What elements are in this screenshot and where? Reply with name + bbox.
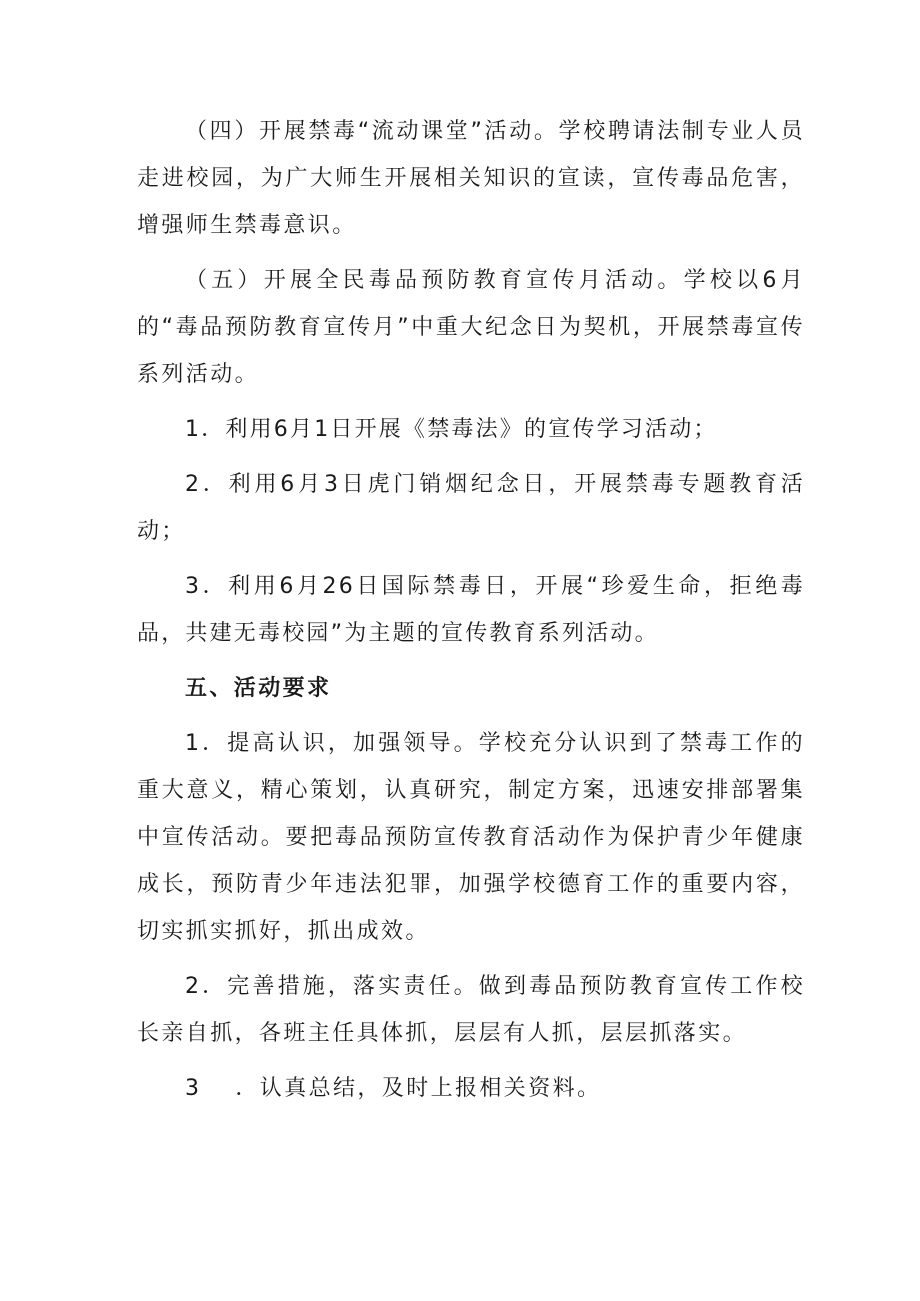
list-item-june-26: 3．利用6月26日国际禁毒日，开展“珍爱生命，拒绝毒品，共建无毒校园”为主题的宣传教育系列活动。 <box>137 574 805 646</box>
section-heading-requirements: 五、活动要求 <box>185 676 332 701</box>
requirement-summary-text: ．认真总结，及时上报相关资料。 <box>235 1076 602 1101</box>
requirement-summary-number: 3 <box>185 1076 202 1101</box>
requirement-awareness: 1．提高认识，加强领导。学校充分认识到了禁毒工作的重大意义，精心策划，认真研究，制定方案，迅速安排部署集中宣传活动。要把毒品预防宣传教育活动作为保护青少年健康成长，预防青少年违法犯罪，加强学校德育工作的重要内容，切实抓实抓好，抓出成效。 <box>137 731 805 944</box>
document-body <box>137 108 805 1120</box>
list-item-june-1: 1．利用6月1日开展《禁毒法》的宣传学习活动； <box>185 417 718 442</box>
paragraph-education-month: （五）开展全民毒品预防教育宣传月活动。学校以6月的“毒品预防教育宣传月”中重大纪念日为契机，开展禁毒宣传系列活动。 <box>137 268 805 387</box>
requirement-summary <box>137 1065 805 1112</box>
paragraph-flowing-classroom: （四）开展禁毒“流动课堂”活动。学校聘请法制专业人员走进校园，为广大师生开展相关知识的宣读，宣传毒品危害，增强师生禁毒意识。 <box>137 119 805 238</box>
requirement-measures: 2．完善措施，落实责任。做到毒品预防教育宣传工作校长亲自抓，各班主任具体抓，层层有人抓，层层抓落实。 <box>137 974 805 1046</box>
list-item-june-3: 2．利用6月3日虎门销烟纪念日，开展禁毒专题教育活动； <box>137 472 805 544</box>
